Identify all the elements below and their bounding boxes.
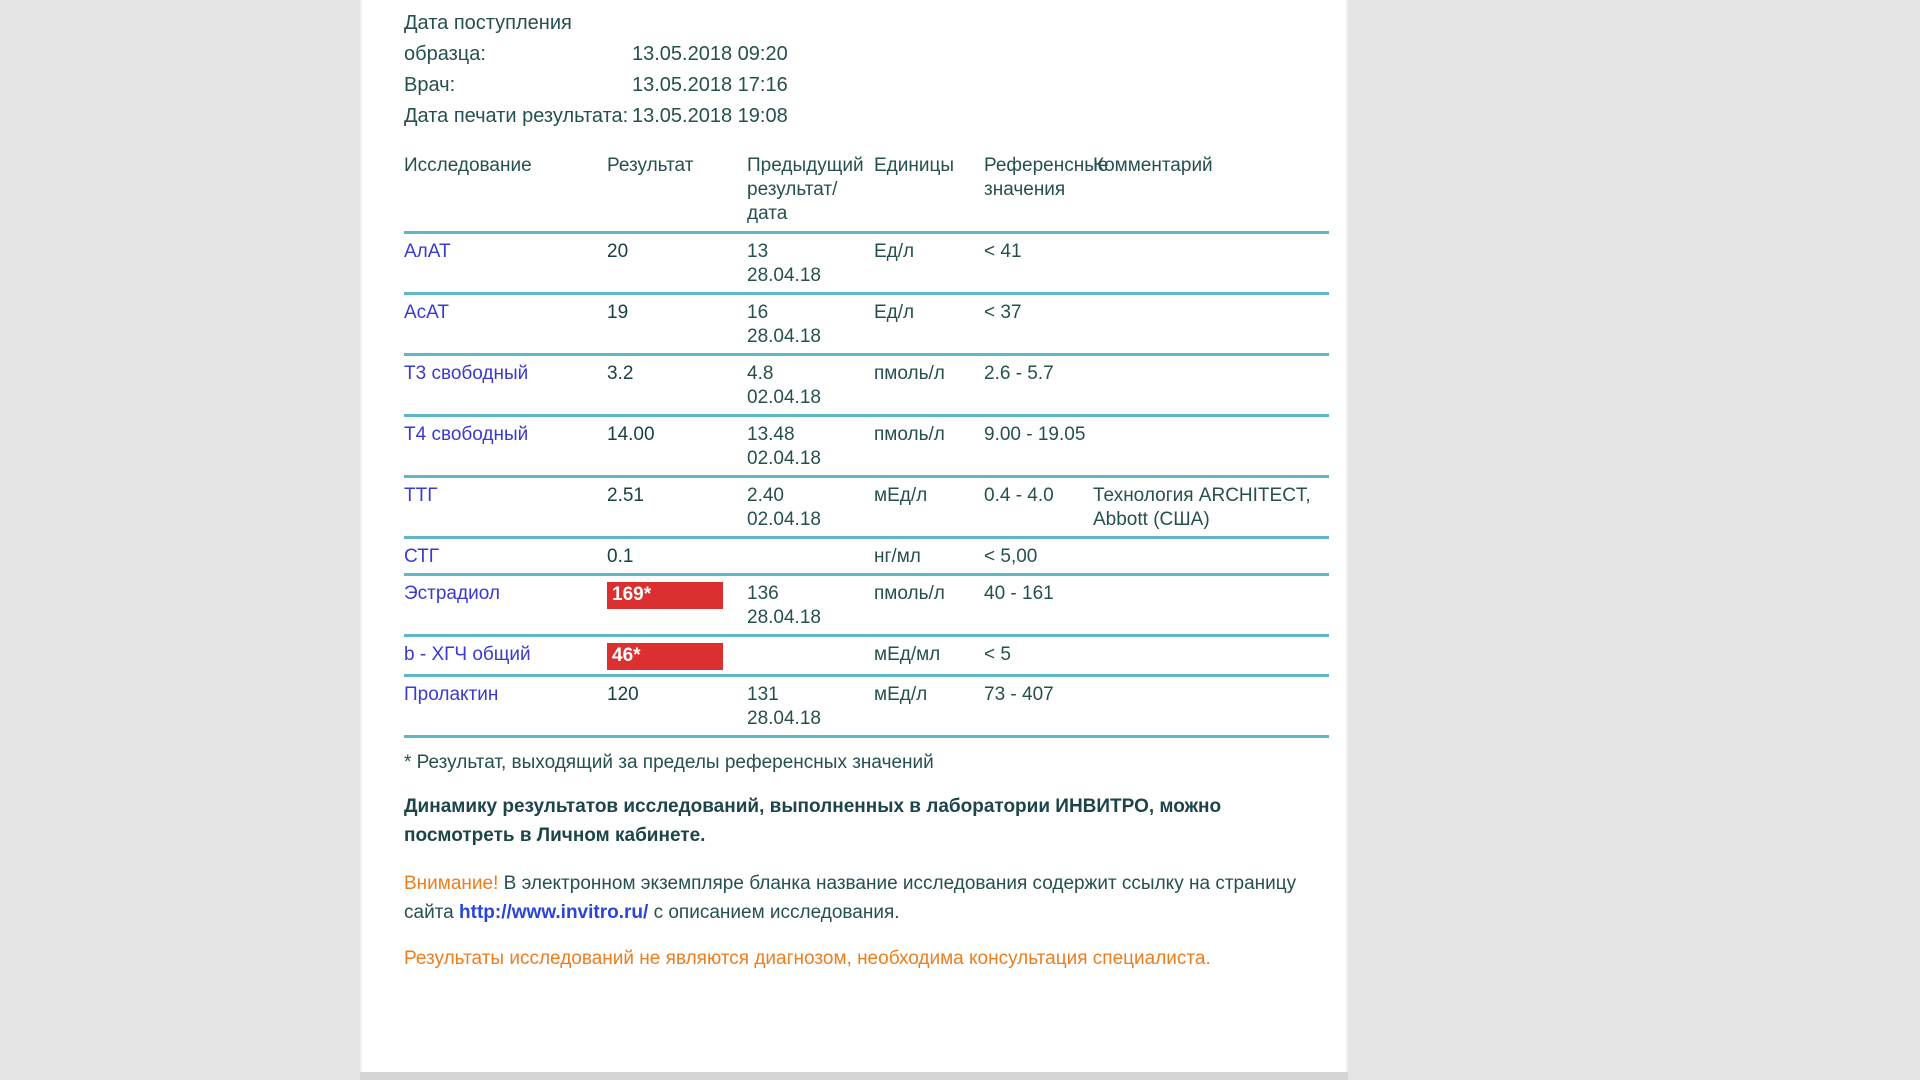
test-name-link[interactable]: АсАТ: [404, 294, 607, 355]
reference-range: 2.6 - 5.7: [984, 355, 1093, 416]
column-header-test: Исследование: [404, 154, 607, 233]
attention-label: Внимание!: [404, 873, 499, 894]
table-row: [404, 355, 1329, 416]
result-value: 2.51: [607, 477, 747, 538]
test-name-link[interactable]: b - ХГЧ общий: [404, 636, 607, 676]
out-of-range-flag: 169*: [607, 582, 723, 609]
reference-range: < 37: [984, 294, 1093, 355]
reference-range: < 41: [984, 233, 1093, 294]
table-row: [404, 575, 1329, 636]
previous-value: 4.8: [747, 363, 774, 384]
dynamics-note: Динамику результатов исследований, выполненных в лаборатории ИНВИТРО, можно посмотреть в Личном кабинете.: [404, 796, 1222, 846]
meta-block: [404, 8, 1346, 132]
test-name-link[interactable]: АлАТ: [404, 233, 607, 294]
column-header-comment: Комментарий: [1093, 154, 1329, 233]
comment-cell: [1093, 355, 1329, 416]
results-header-row: [404, 154, 1329, 233]
units-value: мЕд/л: [874, 477, 984, 538]
previous-result: [747, 636, 874, 676]
units-value: Ед/л: [874, 233, 984, 294]
previous-result: [747, 294, 874, 355]
result-value: [607, 575, 747, 636]
test-name-link[interactable]: Пролактин: [404, 676, 607, 737]
comment-cell: [1093, 636, 1329, 676]
comment-cell: [1093, 233, 1329, 294]
units-value: пмоль/л: [874, 355, 984, 416]
table-row: [404, 233, 1329, 294]
meta-label-sample-date: Дата поступления образца:: [404, 12, 572, 65]
comment-cell: Технология ARCHITECT, Abbott (США): [1093, 477, 1329, 538]
meta-row: [404, 70, 1346, 101]
reference-range: 0.4 - 4.0: [984, 477, 1093, 538]
previous-result: [747, 575, 874, 636]
previous-result: [747, 416, 874, 477]
test-name-link[interactable]: Т4 свободный: [404, 416, 607, 477]
previous-date: 02.04.18: [747, 387, 821, 408]
result-value: 19: [607, 294, 747, 355]
reference-range: 73 - 407: [984, 676, 1093, 737]
column-header-reference: Референсные значения: [984, 154, 1093, 233]
column-header-units: Единицы: [874, 154, 984, 233]
lab-report-page: [360, 0, 1348, 1080]
table-row: [404, 416, 1329, 477]
units-value: мЕд/мл: [874, 636, 984, 676]
meta-row: [404, 8, 1346, 70]
invitro-site-link[interactable]: http://www.invitro.ru/: [459, 902, 649, 923]
out-of-range-flag: 46*: [607, 643, 723, 670]
units-value: пмоль/л: [874, 575, 984, 636]
test-name-link[interactable]: Эстрадиол: [404, 575, 607, 636]
test-name-link[interactable]: СТГ: [404, 538, 607, 575]
comment-cell: [1093, 575, 1329, 636]
units-value: Ед/л: [874, 294, 984, 355]
previous-value: 16: [747, 302, 769, 323]
meta-value-print-date: 13.05.2018 19:08: [632, 105, 788, 127]
page-bottom-edge: [360, 1072, 1348, 1080]
previous-value: 2.40: [747, 485, 784, 506]
comment-cell: [1093, 538, 1329, 575]
previous-result: [747, 355, 874, 416]
table-row: [404, 538, 1329, 575]
meta-label-doctor: Врач:: [404, 74, 456, 96]
table-row: [404, 477, 1329, 538]
units-value: нг/мл: [874, 538, 984, 575]
column-header-previous: Предыдущий результат/дата: [747, 154, 874, 233]
previous-value: 13.48: [747, 424, 795, 445]
comment-cell: [1093, 416, 1329, 477]
reference-range: < 5,00: [984, 538, 1093, 575]
meta-row: [404, 101, 1346, 132]
reference-range: < 5: [984, 636, 1093, 676]
reference-footnote: * Результат, выходящий за пределы референсных значений: [404, 752, 934, 773]
units-value: пмоль/л: [874, 416, 984, 477]
result-value: 14.00: [607, 416, 747, 477]
meta-label-print-date: Дата печати результата:: [404, 105, 629, 127]
previous-result: [747, 538, 874, 575]
meta-value-doctor: 13.05.2018 17:16: [632, 74, 788, 96]
result-value: 0.1: [607, 538, 747, 575]
test-name-link[interactable]: Т3 свободный: [404, 355, 607, 416]
previous-value: 131: [747, 684, 779, 705]
reference-range: 40 - 161: [984, 575, 1093, 636]
table-row: [404, 294, 1329, 355]
attention-text-after-link: с описанием исследования.: [648, 902, 900, 923]
previous-result: [747, 676, 874, 737]
previous-date: 28.04.18: [747, 326, 821, 347]
previous-date: 28.04.18: [747, 265, 821, 286]
attention-paragraph: [404, 869, 1319, 927]
result-value: 20: [607, 233, 747, 294]
table-row: [404, 676, 1329, 737]
disclaimer-text: Результаты исследований не являются диагнозом, необходима консультация специалиста.: [404, 948, 1211, 969]
column-header-result: Результат: [607, 154, 747, 233]
previous-value: 13: [747, 241, 769, 262]
previous-value: 136: [747, 583, 779, 604]
previous-date: 28.04.18: [747, 708, 821, 729]
results-table: [404, 154, 1329, 738]
test-name-link[interactable]: ТТГ: [404, 477, 607, 538]
reference-range: 9.00 - 19.05: [984, 416, 1093, 477]
previous-date: 28.04.18: [747, 607, 821, 628]
previous-date: 02.04.18: [747, 448, 821, 469]
comment-cell: [1093, 676, 1329, 737]
meta-value-sample-date: 13.05.2018 09:20: [632, 43, 788, 65]
page-content: [362, 0, 1346, 971]
previous-result: [747, 477, 874, 538]
units-value: мЕд/л: [874, 676, 984, 737]
comment-cell: [1093, 294, 1329, 355]
previous-date: 02.04.18: [747, 509, 821, 530]
attention-text-before-link: В электронном экземпляре бланка название исследования содержит ссылку на страницу сайта: [404, 873, 1297, 923]
result-value: 120: [607, 676, 747, 737]
table-row: [404, 636, 1329, 676]
result-value: 3.2: [607, 355, 747, 416]
result-value: [607, 636, 747, 676]
previous-result: [747, 233, 874, 294]
